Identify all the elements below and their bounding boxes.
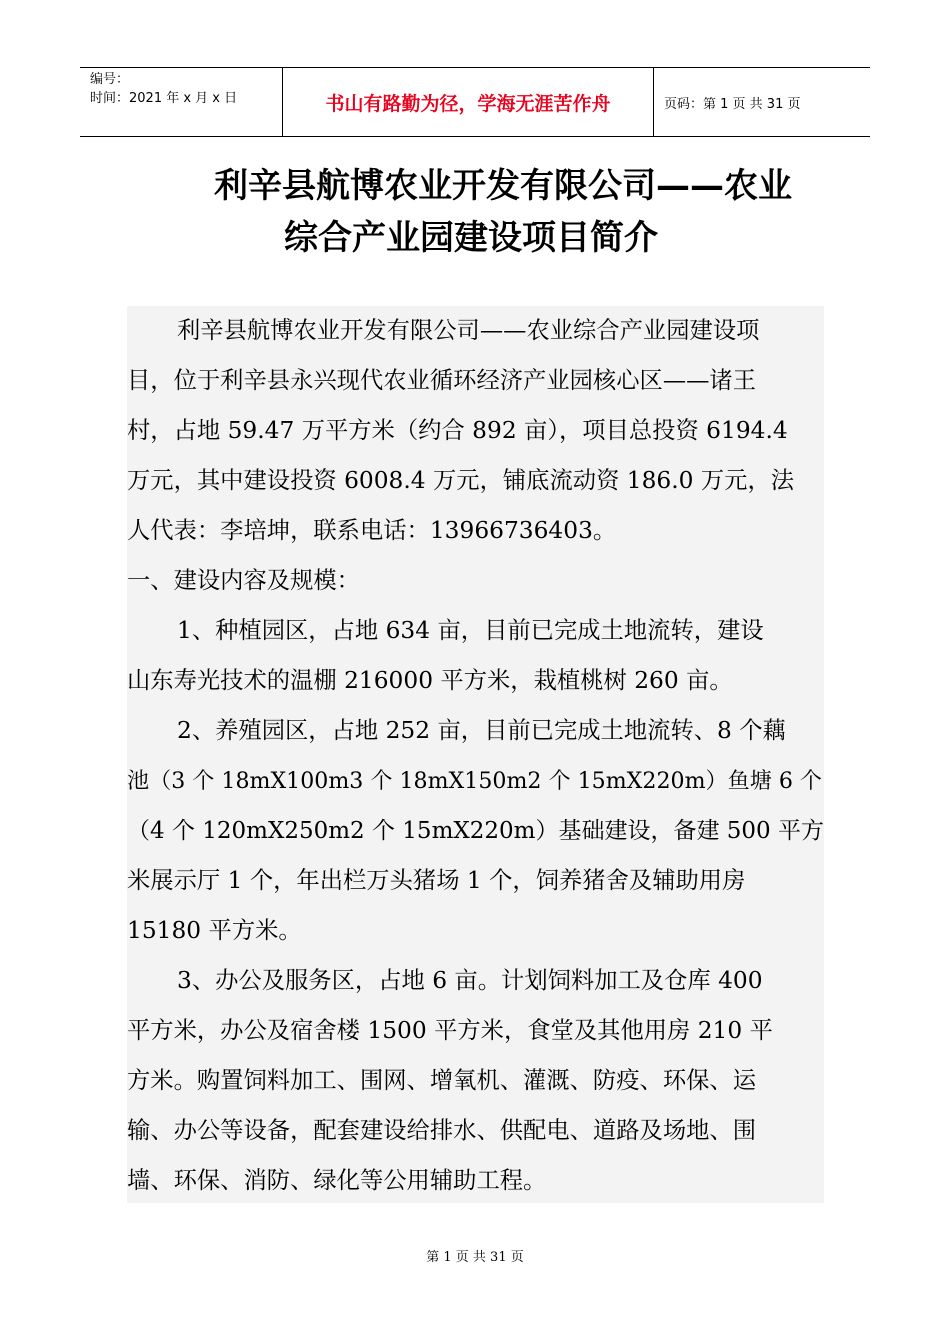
text-line: 1、种植园区，占地 634 亩，目前已完成土地流转，建设: [177, 617, 764, 644]
header-motto: [282, 68, 654, 136]
text-line: 15180 平方米。: [127, 917, 302, 944]
text-line: 墙、环保、消防、绿化等公用辅助工程。: [127, 1167, 547, 1194]
document-header: [80, 67, 870, 137]
text-line: 3、办公及服务区，占地 6 亩。计划饲料加工及仓库 400: [177, 967, 763, 994]
item-2-paragraph: [127, 706, 824, 956]
text-line: 2、养殖园区，占地 252 亩，目前已完成土地流转、8 个藕: [177, 717, 786, 744]
text-line: （4 个 120mX250m2 个 15mX220m）基础建设，备建 500 平方: [127, 818, 824, 844]
intro-paragraph: [127, 306, 824, 556]
text-line: 目，位于利辛县永兴现代农业循环经济产业园核心区——诸王: [127, 367, 757, 394]
title-line-2: 综合产业园建设项目简介: [284, 218, 658, 258]
text-line: 平方米，办公及宿舍楼 1500 平方米，食堂及其他用房 210 平: [127, 1017, 773, 1044]
time-label: 时间：2021 年 x 月 x 日: [90, 91, 238, 106]
page-footer: [0, 1246, 950, 1265]
document-title: [80, 160, 870, 264]
header-page-code: [654, 68, 870, 136]
document-body: [127, 306, 824, 1203]
title-line-1: 利辛县航博农业开发有限公司——农业: [214, 166, 792, 206]
text-line: 方米。购置饲料加工、围网、增氧机、灌溉、防疫、环保、运: [127, 1067, 757, 1094]
header-meta: [80, 68, 282, 136]
number-label: 编号：: [90, 72, 130, 87]
text-line: 池（3 个 18mX100m3 个 18mX150m2 个 15mX220m）鱼塘 6 个: [127, 768, 822, 794]
motto-text: 书山有路勤为径，学海无涯苦作舟: [325, 92, 611, 115]
text-line: 利辛县航博农业开发有限公司——农业综合产业园建设项: [177, 317, 760, 344]
section-heading: [127, 556, 824, 606]
text-line: 人代表：李培坤，联系电话：13966736403。: [127, 517, 617, 544]
text-line: 山东寿光技术的温棚 216000 平方米，栽植桃树 260 亩。: [127, 667, 733, 694]
page-code-text: 页码：第 1 页 共 31 页: [664, 96, 801, 112]
text-line: 村，占地 59.47 万平方米（约合 892 亩），项目总投资 6194.4: [127, 417, 788, 444]
text-line: 一、建设内容及规模：: [127, 567, 360, 594]
text-line: 万元，其中建设投资 6008.4 万元，铺底流动资 186.0 万元，法: [127, 467, 795, 494]
item-3-paragraph: [127, 956, 824, 1206]
text-line: 米展示厅 1 个，年出栏万头猪场 1 个，饲养猪舍及辅助用房: [127, 867, 746, 894]
item-1-paragraph: [127, 606, 824, 706]
text-line: 输、办公等设备，配套建设给排水、供配电、道路及场地、围: [127, 1117, 757, 1144]
footer-page-number: 第 1 页 共 31 页: [426, 1250, 524, 1265]
